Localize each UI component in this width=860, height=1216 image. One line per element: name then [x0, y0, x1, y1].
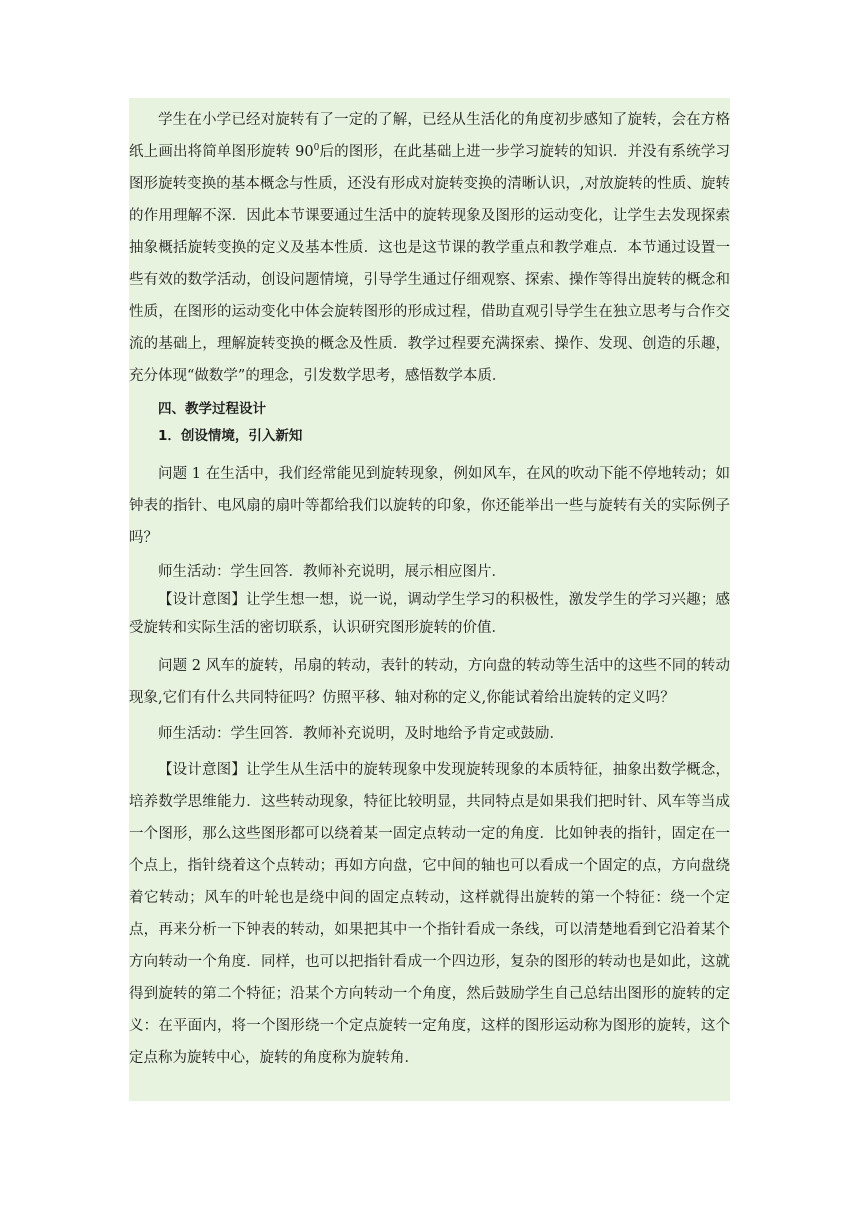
intro-text-a: 学生在小学已经对旋转有了一定的了解，已经从生活化的角度初步感知了旋转，会在方格纸上画出将简单图形旋转 90: [129, 112, 730, 160]
section-heading-4: 四、教学过程设计: [158, 401, 266, 417]
activity-1: 师生活动：学生回答．教师补充说明，展示相应图片．: [158, 564, 506, 580]
degree-superscript: 0: [313, 143, 320, 154]
design-intent-1: 【设计意图】让学生想一想，说一说，调动学生学习的积极性，激发学生的学习兴趣；感受旋转和实际生活的密切联系，认识研究图形旋转的价值．: [129, 592, 730, 636]
design-intent-2: 【设计意图】让学生从生活中的旋转现象中发现旋转现象的本质特征，抽象出数学概念，培养数学思维能力．这些转动现象，特征比较明显，共同特点是如果我们把时针、风车等当成一个图形，那么这些图形都可以绕着某一固定点转动一定的角度．比如钟表的指针，固定在一个点上，指针绕着这个点转动；再如方向盘，它中间的轴也可以看成一个固定的点，方向盘绕着它转动；风车的叶轮也是绕中间的固定点转动，这样就得出旋转的第一个特征：绕一个定点，再来分析一下钟表的转动，如果把其中一个指针看成一条线，可以清楚地看到它沿着某个方向转动一个角度．同样，也可以把指针看成一个四边形，复杂的图形的转动也是如此，这就得到旋转的第二个特征；沿某个方向转动一个角度，然后鼓励学生自己总结出图形的旋转的定义：在平面内，将一个图形绕一个定点旋转一定角度，这样的图形运动称为图形的旋转，这个定点称为旋转中心，旋转的角度称为旋转角．: [129, 762, 730, 1066]
intro-paragraph: [129, 104, 730, 392]
subsection-heading-1: 1．创设情境，引入新知: [158, 428, 303, 444]
document-body: [129, 104, 730, 1074]
intro-text-b: 后的图形，在此基础上进一步学习旋转的知识．并没有系统学习图形旋转变换的基本概念与性质，还没有形成对旋转变换的清晰认识，,对放旋转的性质、旋转的作用理解不深．因此本节课要通过生活中的旋转现象及图形的运动变化，让学生去发现探索抽象概括旋转变换的定义及基本性质．这也是这节课的教学重点和教学难点．本节通过设置一些有效的数学活动，创设问题情境，引导学生通过仔细观察、探索、操作等得出旋转的概念和性质，在图形的运动变化中体会旋转图形的形成过程，借助直观引导学生在独立思考与合作交流的基础上，理解旋转变换的概念及性质．教学过程要充满探索、操作、发现、创造的乐趣，充分体现“做数学”的理念，引发数学思考，感悟数学本质．: [129, 144, 731, 384]
activity-2: 师生活动：学生回答．教师补充说明，及时地给予肯定或鼓励．: [158, 726, 564, 742]
question-1: 问题 1 在生活中，我们经常能见到旋转现象，例如风车，在风的吹动下能不停地转动；如钟表的指针、电风扇的扇叶等都给我们以旋转的印象，你还能举出一些与旋转有关的实际例子吗？: [129, 466, 730, 546]
question-2: 问题 2 风车的旋转，吊扇的转动，表针的转动，方向盘的转动等生活中的这些不同的转动现象,它们有什么共同特征吗？仿照平移、轴对称的定义,你能试着给出旋转的定义吗？: [129, 658, 730, 706]
